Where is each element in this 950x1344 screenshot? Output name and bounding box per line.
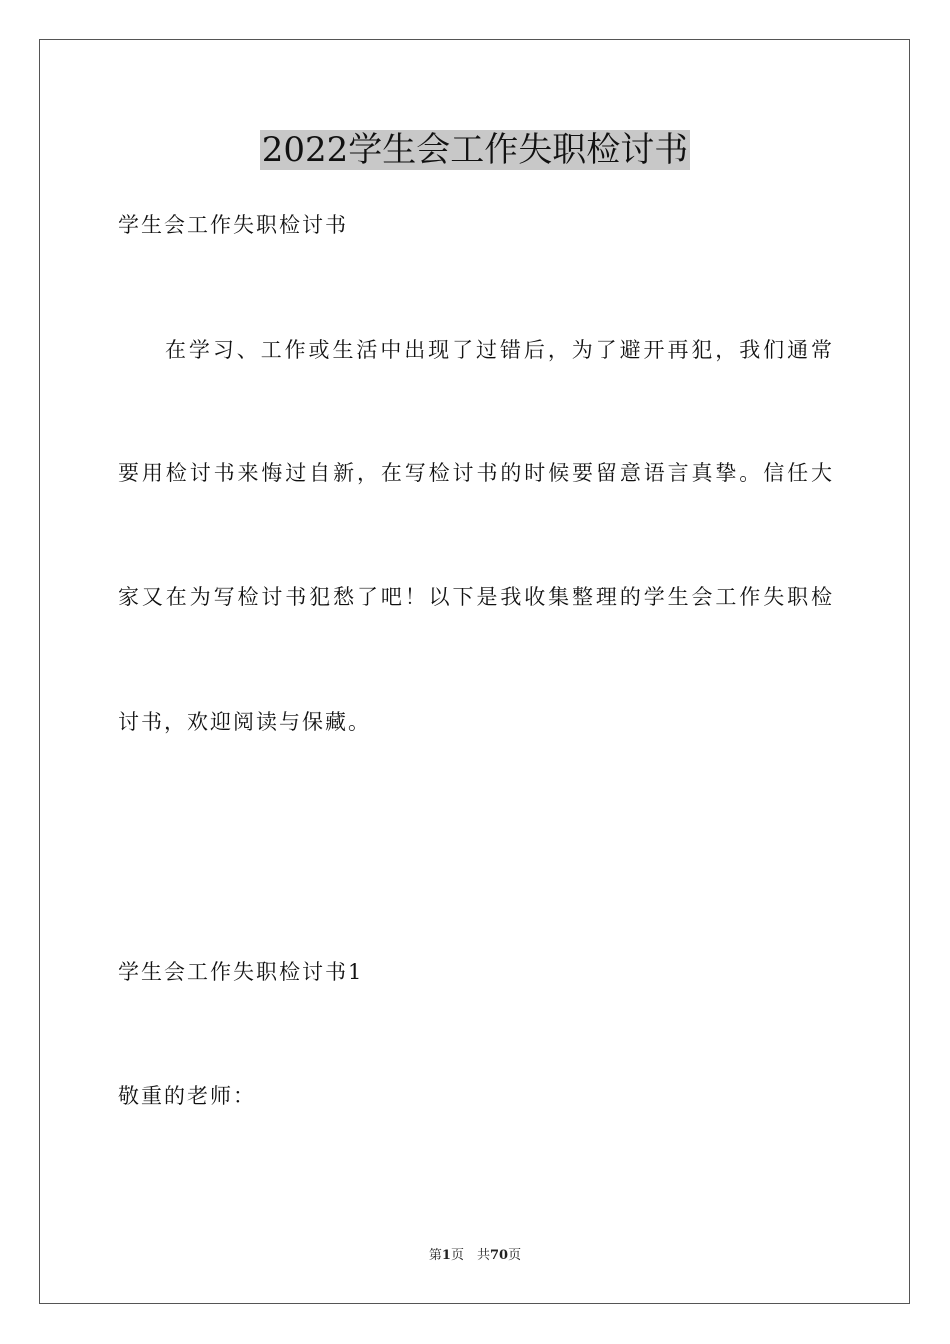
footer-prefix: 第 [428,1248,442,1263]
section-heading: 学生会工作失职检讨书1 [118,960,364,984]
intro-line-1: 在学习、工作或生活中出现了过错后，为了避开再犯，我们通常 [165,338,832,362]
document-title-text: 2022学生会工作失职检讨书 [261,130,689,170]
intro-line-4: 讨书，欢迎阅读与保藏。 [118,710,371,734]
footer-suffix: 页 [508,1248,522,1263]
intro-line-2: 要用检讨书来悔过自新，在写检讨书的时候要留意语言真挚。信任大 [118,461,832,485]
footer-page-number: 1 [441,1248,451,1263]
intro-line-3: 家又在为写检讨书犯愁了吧！以下是我收集整理的学生会工作失职检 [118,585,832,609]
document-title [0,126,950,174]
footer-mid: 页 共 [450,1248,490,1263]
footer-total-pages: 70 [489,1248,509,1263]
document-subtitle: 学生会工作失职检讨书 [118,213,348,237]
page-footer [0,1247,950,1265]
salutation: 敬重的老师： [118,1084,256,1108]
